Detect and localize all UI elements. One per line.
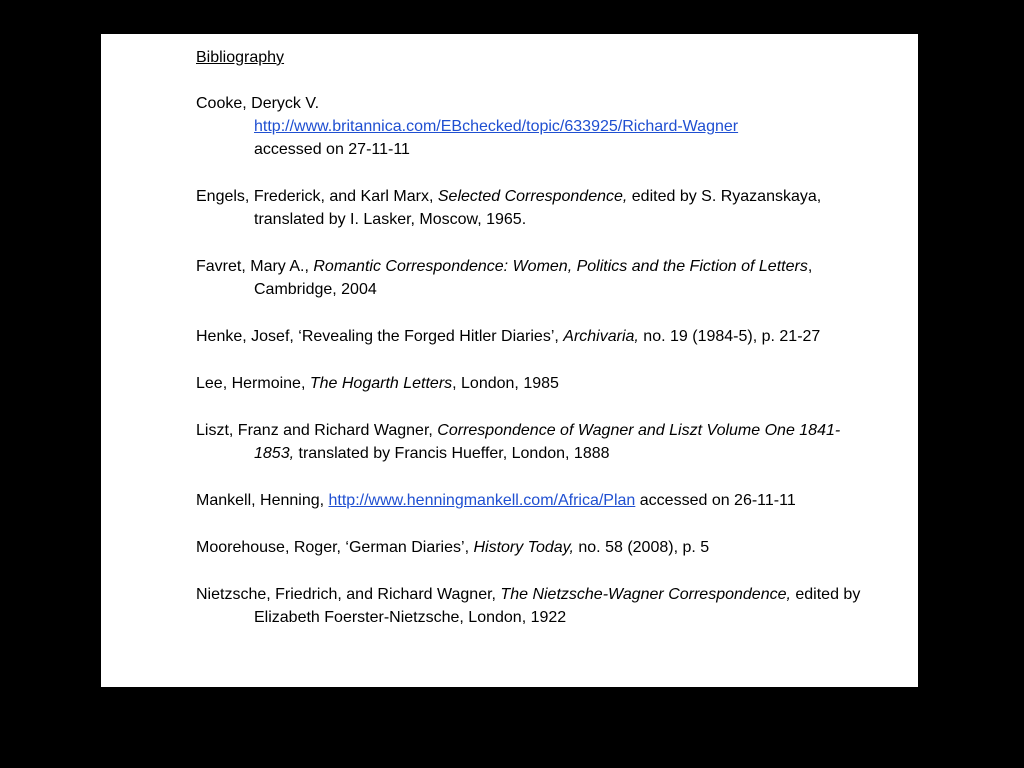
bibliography-entry-moorehouse: [196, 536, 876, 559]
entry-prefix: Favret, Mary A.,: [196, 258, 314, 275]
entry-suffix: edited by S. Ryazanskaya, translated by I. Lasker, Moscow, 1965.: [254, 188, 822, 228]
entry-title: The Hogarth Letters: [309, 375, 453, 392]
entry-author: Cooke, Deryck V.: [196, 95, 320, 112]
entry-title: Romantic Correspondence: Women, Politics and the Fiction of Letters: [313, 258, 808, 275]
entry-accessed: accessed on 27-11-11: [254, 141, 410, 158]
bibliography-entry-nietzsche: [196, 583, 876, 629]
entry-prefix: Liszt, Franz and Richard Wagner,: [196, 422, 438, 439]
entry-prefix: Lee, Hermoine,: [196, 375, 310, 392]
bibliography: [196, 46, 876, 629]
entry-suffix: accessed on 26-11-11: [635, 492, 796, 509]
entry-prefix: Engels, Frederick, and Karl Marx,: [196, 188, 438, 205]
entry-title: Correspondence of Wagner and Liszt Volume One 1841-1853,: [254, 422, 841, 462]
document-page: [101, 34, 918, 687]
entry-prefix: Moorehouse, Roger, ‘German Diaries’,: [196, 539, 474, 556]
entry-title: The Nietzsche-Wagner Correspondence,: [500, 586, 791, 603]
entry-prefix: Mankell, Henning,: [196, 492, 329, 509]
bibliography-entry-cooke: [196, 92, 876, 161]
entry-suffix: , Cambridge, 2004: [254, 258, 813, 298]
entry-suffix: no. 19 (1984-5), p. 21-27: [638, 328, 821, 345]
entry-title: Selected Correspondence,: [437, 188, 628, 205]
bibliography-heading: Bibliography: [196, 49, 285, 66]
bibliography-entry-henke: [196, 325, 876, 348]
bibliography-entry-lee: [196, 372, 876, 395]
entry-title: Archivaria,: [563, 328, 639, 345]
entry-suffix: edited by Elizabeth Foerster-Nietzsche, London, 1922: [254, 586, 861, 626]
entry-title: History Today,: [473, 539, 574, 556]
bibliography-entry-liszt: [196, 419, 876, 465]
entry-url-link[interactable]: http://www.britannica.com/EBchecked/topic/633925/Richard-Wagner: [254, 118, 739, 135]
entry-suffix: , London, 1985: [452, 375, 559, 392]
entry-suffix: translated by Francis Hueffer, London, 1888: [294, 445, 610, 462]
bibliography-entry-favret: [196, 255, 876, 301]
bibliography-entry-mankell: [196, 489, 876, 512]
entry-suffix: no. 58 (2008), p. 5: [573, 539, 710, 556]
entry-url-link[interactable]: http://www.henningmankell.com/Africa/Plan: [328, 492, 636, 509]
entry-prefix: Nietzsche, Friedrich, and Richard Wagner,: [196, 586, 501, 603]
entry-prefix: Henke, Josef, ‘Revealing the Forged Hitler Diaries’,: [196, 328, 564, 345]
bibliography-entry-engels: [196, 185, 876, 231]
